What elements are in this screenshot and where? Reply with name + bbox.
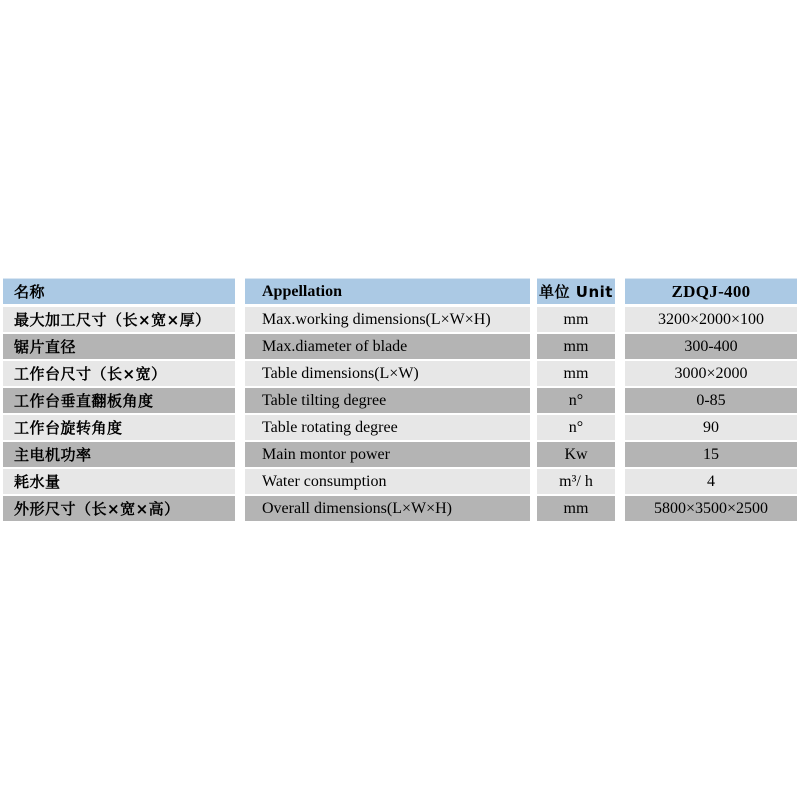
spec-value: 300-400 [684, 337, 738, 355]
spec-name-cn: 工作台旋转角度 [14, 419, 123, 437]
spec-value: 15 [703, 445, 719, 463]
header-model-cell [625, 278, 797, 304]
spec-name-cn: 外形尺寸（长×宽×高） [14, 500, 180, 518]
header-name-cell [3, 278, 235, 304]
table-row [3, 388, 797, 413]
spec-name-en: Water consumption [262, 472, 387, 490]
spec-value: 5800×3500×2500 [653, 499, 769, 517]
spec-name-cn: 耗水量 [14, 473, 61, 491]
spec-value-cell [625, 415, 797, 440]
spec-table [3, 278, 797, 523]
table-row [3, 307, 797, 332]
spec-value-cell [625, 469, 797, 494]
spec-unit-cell [537, 415, 615, 440]
spec-name-en-cell [245, 388, 530, 413]
spec-value-cell [625, 307, 797, 332]
spec-unit: m³/ h [559, 472, 593, 490]
spec-value-cell [625, 334, 797, 359]
spec-unit-cell [537, 361, 615, 386]
spec-value: 90 [703, 418, 719, 436]
table-row [3, 415, 797, 440]
spec-name-cn: 锯片直径 [14, 338, 77, 356]
spec-unit-cell [537, 388, 615, 413]
spec-value: 0-85 [696, 391, 726, 409]
spec-name-en: Max.working dimensions(L×W×H) [262, 310, 491, 328]
spec-name-en: Overall dimensions(L×W×H) [262, 499, 452, 517]
spec-name-en-cell [245, 415, 530, 440]
header-appellation-cell [245, 278, 530, 304]
spec-unit: n° [568, 391, 584, 409]
spec-name-en: Table rotating degree [262, 418, 398, 436]
spec-name-cn-cell [3, 442, 235, 467]
table-header-row [3, 278, 797, 304]
spec-unit-cell [537, 442, 615, 467]
spec-name-cn-cell [3, 415, 235, 440]
spec-name-cn-cell [3, 361, 235, 386]
spec-unit: mm [563, 364, 589, 382]
header-unit-cell [537, 278, 615, 304]
table-row [3, 469, 797, 494]
spec-value-cell [625, 496, 797, 521]
spec-name-en: Table tilting degree [262, 391, 387, 409]
spec-name-en-cell [245, 361, 530, 386]
spec-value: 3200×2000×100 [657, 310, 765, 328]
spec-unit-cell [537, 307, 615, 332]
spec-name-en-cell [245, 307, 530, 332]
spec-name-en: Max.diameter of blade [262, 337, 408, 355]
header-appellation: Appellation [262, 282, 343, 300]
spec-unit: mm [563, 337, 589, 355]
spec-value: 3000×2000 [674, 364, 748, 382]
spec-unit: n° [568, 418, 584, 436]
spec-unit: mm [563, 310, 589, 328]
spec-unit: Kw [564, 445, 588, 463]
header-name-cn: 名称 [14, 283, 46, 301]
spec-name-cn: 主电机功率 [14, 446, 92, 464]
spec-name-cn: 最大加工尺寸（长×宽×厚） [14, 311, 211, 329]
spec-name-en: Main montor power [262, 445, 390, 463]
spec-name-en: Table dimensions(L×W) [262, 364, 419, 382]
spec-name-cn-cell [3, 307, 235, 332]
spec-name-en-cell [245, 334, 530, 359]
header-model: ZDQJ-400 [671, 281, 751, 301]
spec-unit: mm [563, 499, 589, 517]
spec-name-en-cell [245, 469, 530, 494]
header-unit: 单位 Unit [539, 283, 613, 301]
spec-value-cell [625, 361, 797, 386]
spec-name-cn: 工作台垂直翻板角度 [14, 392, 154, 410]
spec-name-cn-cell [3, 496, 235, 521]
spec-value-cell [625, 442, 797, 467]
spec-value-cell [625, 388, 797, 413]
spec-name-cn-cell [3, 469, 235, 494]
spec-unit-cell [537, 496, 615, 521]
spec-unit-cell [537, 469, 615, 494]
spec-name-cn-cell [3, 334, 235, 359]
spec-name-en-cell [245, 496, 530, 521]
table-row [3, 496, 797, 521]
spec-name-en-cell [245, 442, 530, 467]
spec-name-cn: 工作台尺寸（长×宽） [14, 365, 167, 383]
table-row [3, 442, 797, 467]
spec-unit-cell [537, 334, 615, 359]
spec-value: 4 [707, 472, 715, 490]
table-row [3, 361, 797, 386]
table-row [3, 334, 797, 359]
spec-name-cn-cell [3, 388, 235, 413]
